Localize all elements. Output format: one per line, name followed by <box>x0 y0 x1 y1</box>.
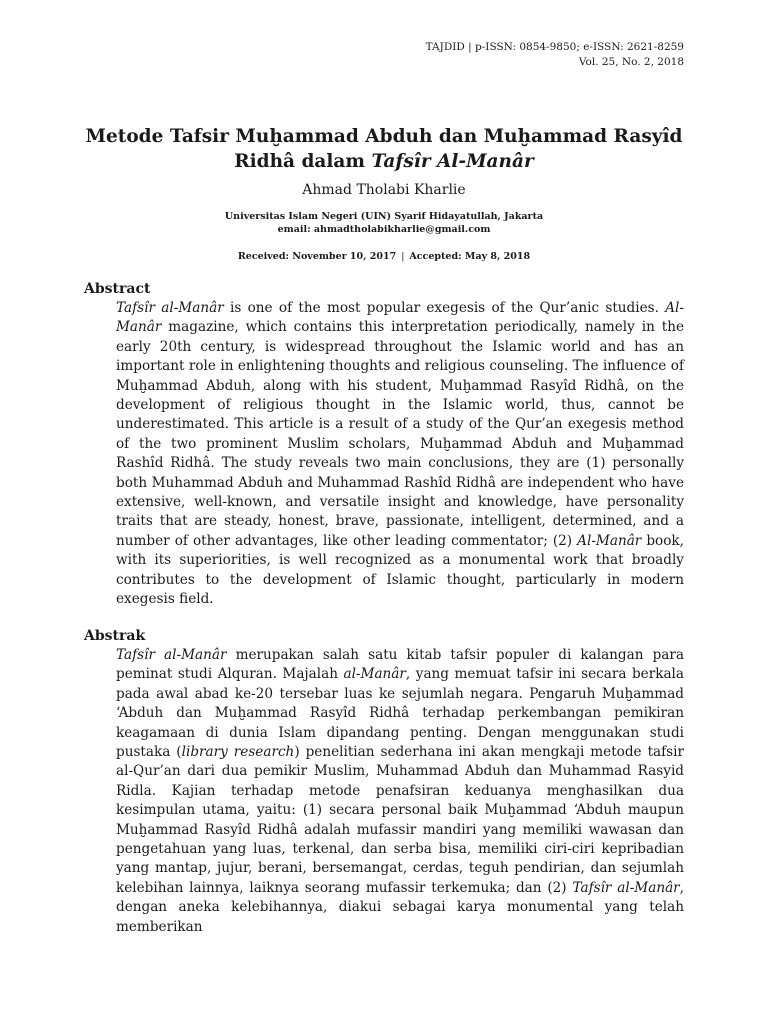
article-title <box>84 124 684 174</box>
author-name: Ahmad Tholabi Kharlie <box>302 182 466 198</box>
abstrak-paragraph <box>116 646 684 937</box>
journal-issn: TAJDID | p-ISSN: 0854-9850; e-ISSN: 2621-8259 <box>425 41 684 53</box>
italic-text: Al-Manâr <box>116 300 684 336</box>
body-text: book, with its superiorities, is well recognized as a monumental work that broadly contributes to the development of Islamic thought, particularly in modern exegesis field. <box>116 532 684 608</box>
received-date: Received: November 10, 2017 <box>237 251 397 262</box>
abstract-body <box>116 299 684 610</box>
submission-dates <box>84 251 684 262</box>
accepted-date: Accepted: May 8, 2018 <box>409 251 531 262</box>
italic-text: Al-Manâr <box>577 532 642 549</box>
body-text: ) penelitian sederhana ini akan mengkaji metode tafsir al-Qur’an dari dua pemikir Muslim, Muhammad Abduh dan Muhammad Rasyid Ridla. Kajian terhadap metode penafsiran keduanya menghasilkan dua kesimpulan utama, yaitu: (1) secara personal baik Muḫammad ‘Abduh maupun Muḫammad Rasyîd Ridhâ adalah mufassir mandiri yang memiliki wawasan dan pengetahuan yang luas, terkenal, dan serba bisa, memiliki ciri-ciri kepribadian yang mantap, jujur, berani, bersemangat, cerdas, teguh pendirian, dan sejumlah kelebihan lainnya, laiknya seorang mufassir terkemuka; dan (2) <box>116 744 684 896</box>
date-separator: | <box>401 251 405 262</box>
body-text: , yang memuat tafsir ini secara berkala pada awal abad ke-20 tersebar luas ke sejumlah negara. Pengaruh Muḫammad ‘Abduh dan Muḫammad Rasyîd Ridhâ terhadap perkembangan pemikiran keagamaan di dunia Islam dipandang penting. Dengan menggunakan studi pustaka ( <box>116 666 684 761</box>
affiliation-block <box>84 210 684 236</box>
affiliation: Universitas Islam Negeri (UIN) Syarif Hidayatullah, Jakarta <box>224 211 544 222</box>
abstrak-body <box>116 646 684 937</box>
italic-text: Tafsîr al-Manâr <box>116 300 224 316</box>
body-text: , dengan aneka kelebihannya, diakui sebagai karya monumental yang telah memberikan <box>116 879 685 935</box>
title-line-1: Metode Tafsir Muḫammad Abduh dan Muḫammad Rasyîd <box>85 126 683 147</box>
body-text: magazine, which contains this interpretation periodically, namely in the early 20th century, is widespread throughout the Islamic world and has an important role in enlightening thoughts and religious counseling. The influence of Muḫammad Abduh, along with his student, Muḫammad Rasyîd Ridhâ, on the development of religious thought in the Islamic world, thus, cannot be underestimated. This article is a result of a study of the Qur’an exegesis method of the two prominent Muslim scholars, Muḫammad Abduh and Muḫammad Rashîd Ridhâ. The study reveals two main conclusions, they are (1) personally both Muhammad Abduh and Muhammad Rashîd Ridhâ are independent who have extensive, well-known, and versatile insight and knowledge, have personality traits that are steady, honest, brave, passionate, intelligent, determined, and a number of other advantages, like other leading commentator; (2) <box>116 319 684 549</box>
author-email: email: ahmadtholabikharlie@gmail.com <box>277 224 491 235</box>
italic-text: library research <box>181 744 295 761</box>
abstract-heading: Abstract <box>84 281 151 297</box>
title-line-2-text: Ridhâ dalam <box>234 151 372 172</box>
body-text: is one of the most popular exegesis of the Qur’anic studies. <box>223 300 666 316</box>
italic-text: Tafsîr al-Manâr <box>116 647 227 663</box>
title-line-2-italic: Tafsîr Al-Manâr <box>371 151 534 172</box>
body-text: merupakan salah satu kitab tafsir populer di kalangan para peminat studi Alquran. Majalah <box>116 647 684 683</box>
title-line-2 <box>84 149 684 174</box>
abstract-paragraph <box>116 299 684 610</box>
abstrak-heading: Abstrak <box>84 628 146 644</box>
journal-volume: Vol. 25, No. 2, 2018 <box>578 56 684 68</box>
journal-header <box>426 40 684 70</box>
italic-text: Tafsîr al-Manâr <box>572 879 680 896</box>
italic-text: al-Manâr <box>343 666 406 683</box>
